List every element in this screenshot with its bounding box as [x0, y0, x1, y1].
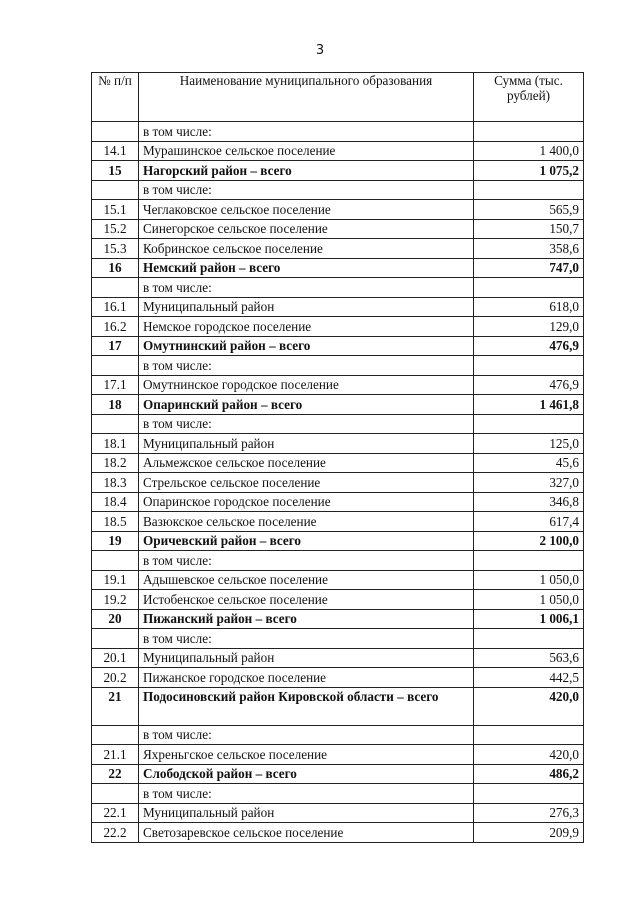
row-number: 15.3: [92, 239, 139, 259]
row-name: Муниципальный район: [139, 803, 474, 823]
row-number: 18.2: [92, 453, 139, 473]
row-number: 22.2: [92, 823, 139, 843]
row-number: 16.1: [92, 297, 139, 317]
table-row-total: [92, 161, 584, 181]
table-row: [92, 551, 584, 571]
row-sum: 327,0: [474, 473, 584, 493]
row-name: в том числе:: [139, 180, 474, 200]
row-name: Муниципальный район: [139, 648, 474, 668]
row-number: [92, 180, 139, 200]
table-row: [92, 725, 584, 745]
row-number: 18.1: [92, 434, 139, 454]
row-number: 16: [92, 258, 139, 278]
table-row: [92, 492, 584, 512]
row-sum: [474, 551, 584, 571]
table-row: [92, 122, 584, 142]
table-row: [92, 434, 584, 454]
table-row: [92, 200, 584, 220]
row-number: 21: [92, 687, 139, 725]
row-sum: 346,8: [474, 492, 584, 512]
row-number: 21.1: [92, 745, 139, 765]
table-body: [92, 122, 584, 843]
row-sum: [474, 725, 584, 745]
row-number: [92, 784, 139, 804]
row-name: в том числе:: [139, 414, 474, 434]
table-row-total: [92, 687, 584, 725]
row-number: 19.2: [92, 590, 139, 610]
row-sum: 1 400,0: [474, 141, 584, 161]
row-name: в том числе:: [139, 551, 474, 571]
column-header-number: № п/п: [92, 73, 139, 122]
row-sum: 45,6: [474, 453, 584, 473]
table-row: [92, 473, 584, 493]
row-number: [92, 278, 139, 298]
row-name: Яхреньгское сельское поселение: [139, 745, 474, 765]
row-number: 18.5: [92, 512, 139, 532]
table-row: [92, 453, 584, 473]
row-sum: 2 100,0: [474, 531, 584, 551]
row-name: Светозаревское сельское поселение: [139, 823, 474, 843]
row-number: 14.1: [92, 141, 139, 161]
row-name: в том числе:: [139, 356, 474, 376]
table-row: [92, 414, 584, 434]
table-row: [92, 784, 584, 804]
row-number: [92, 356, 139, 376]
row-number: 15.2: [92, 219, 139, 239]
row-sum: [474, 629, 584, 649]
row-number: 17.1: [92, 375, 139, 395]
table-row: [92, 570, 584, 590]
row-sum: [474, 414, 584, 434]
column-header-sum: Сумма (тыс. рублей): [474, 73, 584, 122]
row-name: Опаринский район – всего: [139, 395, 474, 415]
row-number: 19.1: [92, 570, 139, 590]
table-row: [92, 317, 584, 337]
row-sum: 150,7: [474, 219, 584, 239]
row-name: Пижанский район – всего: [139, 609, 474, 629]
row-name: Омутнинский район – всего: [139, 336, 474, 356]
budget-table: [91, 72, 584, 843]
row-name: в том числе:: [139, 278, 474, 298]
row-sum: [474, 180, 584, 200]
row-sum: 486,2: [474, 764, 584, 784]
column-header-name: Наименование муниципального образования: [139, 73, 474, 122]
row-sum: 420,0: [474, 687, 584, 725]
table-row: [92, 823, 584, 843]
row-number: 16.2: [92, 317, 139, 337]
row-sum: [474, 356, 584, 376]
row-sum: 617,4: [474, 512, 584, 532]
row-number: 22: [92, 764, 139, 784]
row-name: Чеглаковское сельское поселение: [139, 200, 474, 220]
row-sum: 476,9: [474, 375, 584, 395]
row-number: 18: [92, 395, 139, 415]
table-row: [92, 141, 584, 161]
table-row-total: [92, 258, 584, 278]
row-sum: 358,6: [474, 239, 584, 259]
row-sum: 442,5: [474, 668, 584, 688]
row-name: Истобенское сельское поселение: [139, 590, 474, 610]
row-name: Немское городское поселение: [139, 317, 474, 337]
row-number: 15: [92, 161, 139, 181]
row-name: в том числе:: [139, 784, 474, 804]
row-sum: 618,0: [474, 297, 584, 317]
row-name: в том числе:: [139, 122, 474, 142]
row-name: Синегорское сельское поселение: [139, 219, 474, 239]
row-number: [92, 414, 139, 434]
row-name: Опаринское городское поселение: [139, 492, 474, 512]
row-sum: [474, 784, 584, 804]
row-name: Немский район – всего: [139, 258, 474, 278]
row-sum: 1 075,2: [474, 161, 584, 181]
table-row-total: [92, 764, 584, 784]
table-row-total: [92, 395, 584, 415]
row-number: [92, 551, 139, 571]
row-sum: 1 050,0: [474, 570, 584, 590]
row-number: 17: [92, 336, 139, 356]
row-sum: [474, 122, 584, 142]
row-sum: 125,0: [474, 434, 584, 454]
row-sum: 276,3: [474, 803, 584, 823]
row-number: 20: [92, 609, 139, 629]
table-row: [92, 745, 584, 765]
table-row-total: [92, 531, 584, 551]
row-name: Адышевское сельское поселение: [139, 570, 474, 590]
table-row: [92, 648, 584, 668]
row-name: Слободской район – всего: [139, 764, 474, 784]
row-name: Пижанское городское поселение: [139, 668, 474, 688]
row-number: 20.1: [92, 648, 139, 668]
table-row: [92, 278, 584, 298]
row-name: Омутнинское городское поселение: [139, 375, 474, 395]
table-row: [92, 219, 584, 239]
row-number: 18.3: [92, 473, 139, 493]
row-sum: 209,9: [474, 823, 584, 843]
table-row: [92, 629, 584, 649]
row-name: Альмежское сельское поселение: [139, 453, 474, 473]
row-number: 20.2: [92, 668, 139, 688]
row-number: [92, 122, 139, 142]
row-sum: 129,0: [474, 317, 584, 337]
row-name: в том числе:: [139, 629, 474, 649]
table-row: [92, 239, 584, 259]
row-number: 18.4: [92, 492, 139, 512]
table-row: [92, 356, 584, 376]
table-row: [92, 512, 584, 532]
row-name: Вазюкское сельское поселение: [139, 512, 474, 532]
table-row: [92, 803, 584, 823]
table-row-total: [92, 609, 584, 629]
row-sum: 747,0: [474, 258, 584, 278]
table-row: [92, 375, 584, 395]
row-sum: 1 050,0: [474, 590, 584, 610]
page-number: 3: [315, 43, 325, 58]
row-name: Стрельское сельское поселение: [139, 473, 474, 493]
table-row: [92, 590, 584, 610]
row-sum: 476,9: [474, 336, 584, 356]
row-name: Оричевский район – всего: [139, 531, 474, 551]
row-name: Нагорский район – всего: [139, 161, 474, 181]
row-number: 19: [92, 531, 139, 551]
row-sum: 563,6: [474, 648, 584, 668]
row-sum: 420,0: [474, 745, 584, 765]
table-row: [92, 180, 584, 200]
table-row: [92, 668, 584, 688]
row-sum: 1 006,1: [474, 609, 584, 629]
row-name: Подосиновский район Кировской области – всего: [139, 687, 474, 725]
row-name: Мурашинское сельское поселение: [139, 141, 474, 161]
row-number: 15.1: [92, 200, 139, 220]
row-sum: 565,9: [474, 200, 584, 220]
row-number: [92, 629, 139, 649]
table-header-row: [92, 73, 584, 122]
row-number: 22.1: [92, 803, 139, 823]
row-sum: [474, 278, 584, 298]
row-name: Муниципальный район: [139, 434, 474, 454]
table-row-total: [92, 336, 584, 356]
row-name: в том числе:: [139, 725, 474, 745]
row-sum: 1 461,8: [474, 395, 584, 415]
row-number: [92, 725, 139, 745]
row-name: Муниципальный район: [139, 297, 474, 317]
row-name: Кобринское сельское поселение: [139, 239, 474, 259]
table-row: [92, 297, 584, 317]
